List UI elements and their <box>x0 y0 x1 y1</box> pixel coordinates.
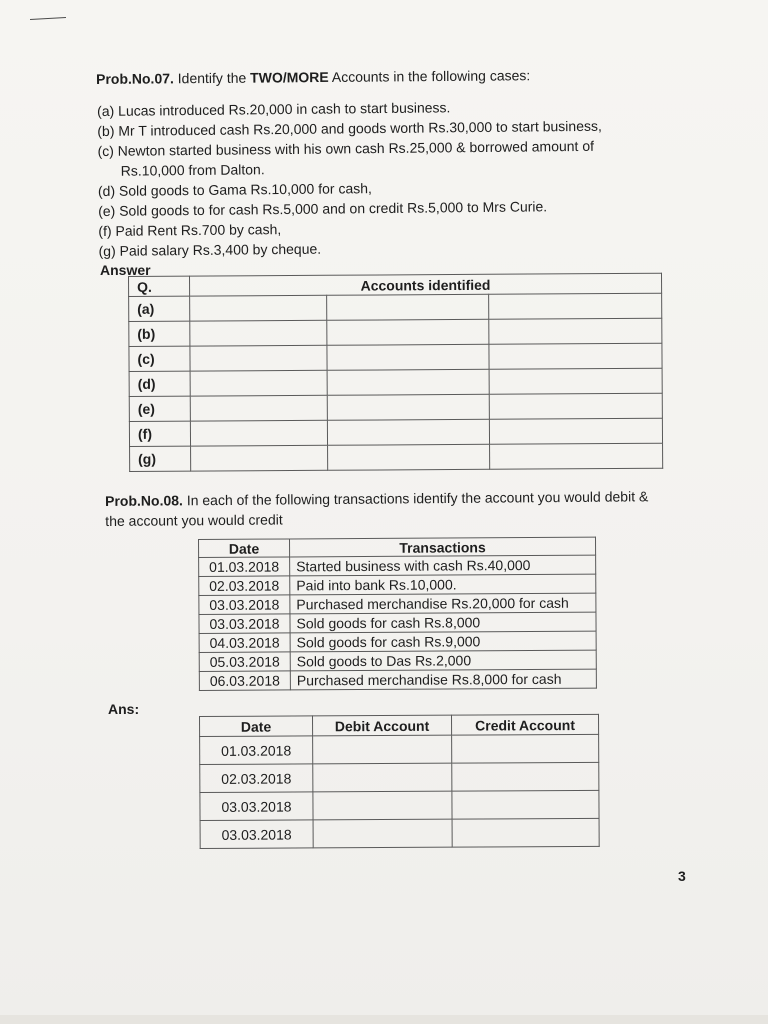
case-d: (d) Sold goods to Gama Rs.10,000 for cash, <box>97 180 372 199</box>
table-row <box>129 393 662 421</box>
table-row <box>199 631 596 652</box>
table-row <box>129 368 662 396</box>
date-cell: 02.03.2018 <box>200 764 313 793</box>
table-row <box>200 734 599 764</box>
header-q: Q. <box>129 276 190 296</box>
table-row <box>130 443 663 471</box>
transaction-cell: Started business with cash Rs.40,000 <box>290 555 596 576</box>
transaction-cell: Paid into bank Rs.10,000. <box>290 574 596 595</box>
date-cell: 03.03.2018 <box>200 792 313 821</box>
problem-8-label: Prob.No.08. <box>105 492 183 509</box>
accounts-identified-table <box>128 273 663 472</box>
table-row <box>199 574 596 595</box>
page-number: 3 <box>678 868 686 884</box>
transaction-cell: Sold goods to Das Rs.2,000 <box>290 650 596 671</box>
table-row <box>199 555 596 576</box>
row-label: (a) <box>129 296 190 321</box>
answer-cell[interactable] <box>489 393 662 419</box>
row-label: (g) <box>130 446 191 471</box>
answer-cell[interactable] <box>489 343 662 369</box>
transaction-cell: Purchased merchandise Rs.20,000 for cash <box>290 593 596 614</box>
page-edge <box>0 1015 768 1024</box>
date-cell: 03.03.2018 <box>199 614 290 634</box>
table-row <box>199 593 596 614</box>
case-g: (g) Paid salary Rs.3,400 by cheque. <box>98 240 322 259</box>
table-row <box>199 612 596 633</box>
problem-7-emphasis: TWO/MORE <box>250 68 329 86</box>
transactions-table <box>198 537 597 691</box>
answer-cell[interactable] <box>327 394 489 420</box>
table-row <box>129 293 662 321</box>
header-debit-account: Debit Account <box>313 715 452 736</box>
debit-credit-table <box>199 714 600 849</box>
pen-mark <box>30 17 66 20</box>
date-cell: 01.03.2018 <box>199 557 290 577</box>
answer-cell[interactable] <box>327 444 489 470</box>
row-label: (e) <box>129 396 190 421</box>
answer-cell[interactable] <box>327 344 489 370</box>
problem-7-heading <box>96 67 530 87</box>
problem-8-heading <box>105 486 649 531</box>
debit-cell[interactable] <box>313 735 452 764</box>
debit-cell[interactable] <box>313 763 452 792</box>
debit-cell[interactable] <box>313 791 452 820</box>
credit-cell[interactable] <box>452 790 599 819</box>
answer-cell[interactable] <box>327 419 489 445</box>
problem-7-rest: Accounts in the following cases: <box>331 67 531 85</box>
date-cell: 04.03.2018 <box>199 633 290 653</box>
date-cell: 02.03.2018 <box>199 576 290 596</box>
table-row <box>200 762 599 792</box>
date-cell: 06.03.2018 <box>199 671 290 691</box>
header-date: Date <box>199 539 290 558</box>
table-row <box>129 318 662 346</box>
case-a: (a) Lucas introduced Rs.20,000 in cash to start business. <box>97 99 451 119</box>
table-header-row <box>199 537 596 557</box>
answer-cell[interactable] <box>489 418 662 444</box>
case-e: (e) Sold goods to for cash Rs.5,000 and on credit Rs.5,000 to Mrs Curie. <box>98 198 548 219</box>
row-label: (b) <box>129 321 190 346</box>
date-cell: 03.03.2018 <box>199 595 290 615</box>
problem-7-intro: Identify the <box>177 69 247 87</box>
answer-cell[interactable] <box>489 293 662 319</box>
table-row <box>200 818 599 848</box>
ans-label: Ans: <box>108 701 140 717</box>
transaction-cell: Sold goods for cash Rs.8,000 <box>290 612 596 633</box>
header-date: Date <box>200 716 313 737</box>
table-header-row <box>200 714 599 736</box>
credit-cell[interactable] <box>452 818 599 847</box>
case-f: (f) Paid Rent Rs.700 by cash, <box>98 221 282 239</box>
date-cell: 05.03.2018 <box>199 652 290 672</box>
row-label: (d) <box>129 371 190 396</box>
date-cell: 03.03.2018 <box>200 820 313 849</box>
answer-cell[interactable] <box>190 295 327 321</box>
case-b: (b) Mr T introduced cash Rs.20,000 and goods worth Rs.30,000 to start business, <box>97 117 602 139</box>
answer-cell[interactable] <box>190 395 327 421</box>
table-row <box>200 790 599 820</box>
problem-7-cases <box>97 96 603 261</box>
case-c: (c) Newton started business with his own cash Rs.25,000 & borrowed amount of <box>97 137 595 159</box>
answer-cell[interactable] <box>327 369 489 395</box>
answer-label: Answer <box>100 262 151 278</box>
problem-7-label: Prob.No.07. <box>96 70 174 87</box>
answer-cell[interactable] <box>327 319 489 345</box>
credit-cell[interactable] <box>452 762 599 791</box>
row-label: (c) <box>129 346 190 371</box>
credit-cell[interactable] <box>452 734 599 763</box>
table-row <box>199 669 596 690</box>
transaction-cell: Sold goods for cash Rs.9,000 <box>290 631 596 652</box>
header-accounts-identified: Accounts identified <box>189 273 661 296</box>
answer-cell[interactable] <box>190 445 327 471</box>
answer-cell[interactable] <box>190 345 327 371</box>
transaction-cell: Purchased merchandise Rs.8,000 for cash <box>290 669 596 690</box>
header-transactions: Transactions <box>290 537 596 557</box>
problem-8-line1: In each of the following transactions identify the account you would debit & <box>186 488 649 509</box>
answer-cell[interactable] <box>489 368 662 394</box>
problem-8-line2: the account you would credit <box>105 511 283 529</box>
table-row <box>129 343 662 371</box>
answer-cell[interactable] <box>489 443 662 469</box>
table-row <box>199 650 596 671</box>
case-c-continued: Rs.10,000 from Dalton. <box>120 161 265 179</box>
answer-cell[interactable] <box>190 370 327 396</box>
answer-cell[interactable] <box>190 420 327 446</box>
date-cell: 01.03.2018 <box>200 736 313 765</box>
row-label: (f) <box>129 421 190 446</box>
answer-cell[interactable] <box>190 320 327 346</box>
table-row <box>129 418 662 446</box>
header-credit-account: Credit Account <box>451 714 598 735</box>
debit-cell[interactable] <box>313 819 452 848</box>
answer-cell[interactable] <box>326 294 488 320</box>
answer-cell[interactable] <box>489 318 662 344</box>
